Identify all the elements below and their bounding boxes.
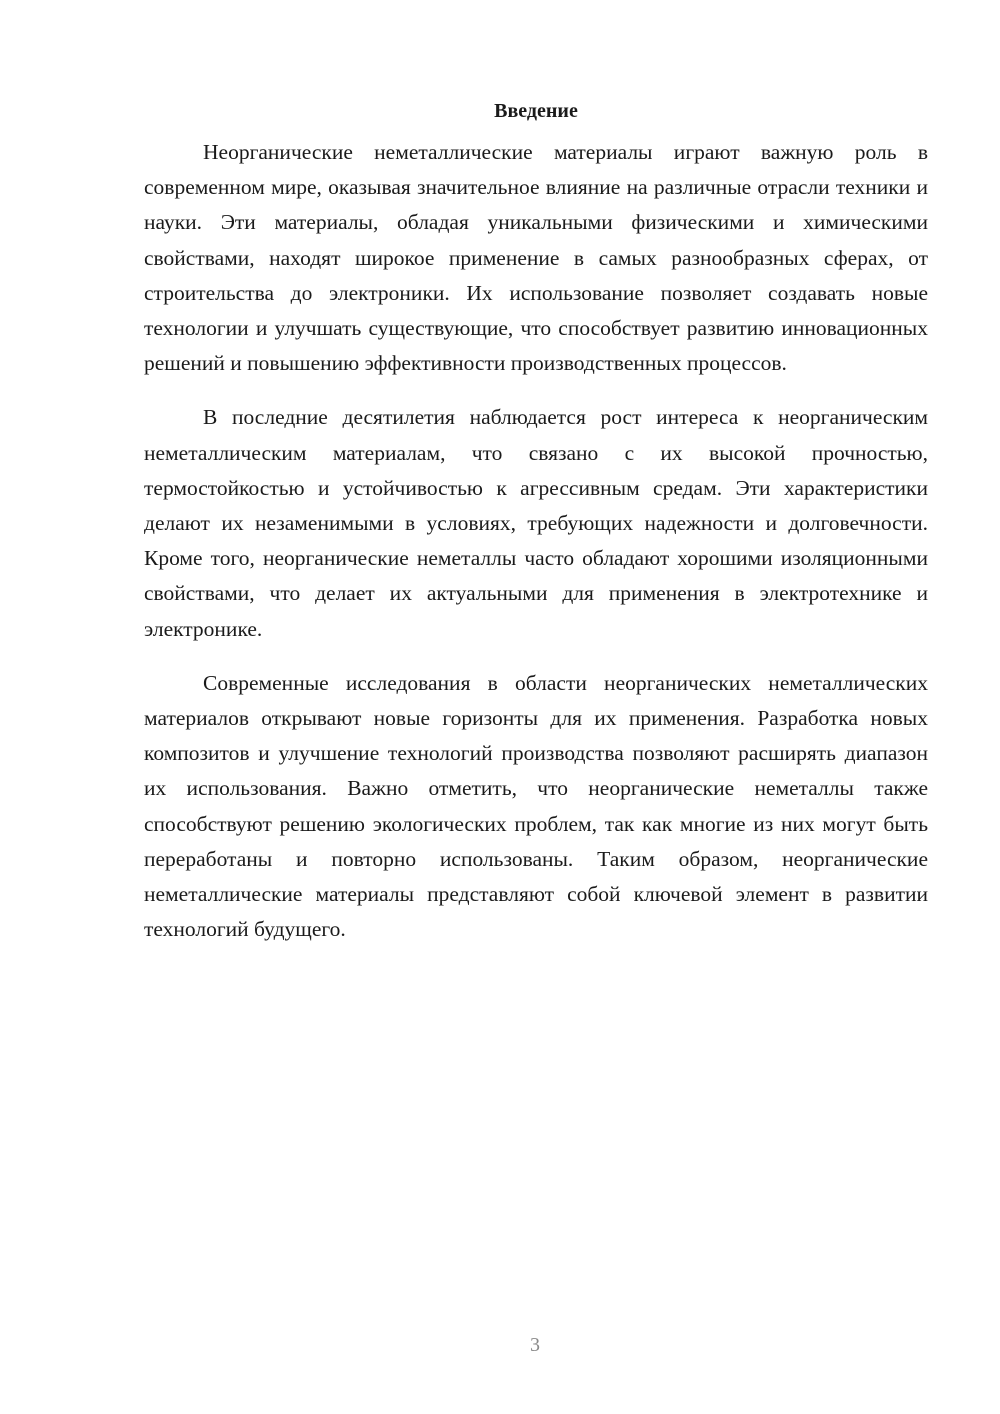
page-number: 3	[530, 1334, 540, 1356]
paragraph-1: Неорганические неметаллические материалы играют важную роль в современном мире, оказывая значительное влияние на различные отрасли техники и науки. Эти материалы, обладая уникальными физическими и химическими свойствами, находят широкое применение в самых разнообразных сферах, от строительства до электроники. Их использование позволяет создавать новые технологии и улучшать существующие, что способствует развитию инновационных решений и повышению эффективности производственных процессов.	[144, 140, 928, 376]
paragraph-3: Современные исследования в области неорганических неметаллических материалов открывают новые горизонты для их применения. Разработка новых композитов и улучшение технологий производства позволяют расширять диапазон их использования. Важно отметить, что неорганические неметаллы также способствуют решению экологических проблем, так как многие из них могут быть переработаны и повторно использованы. Таким образом, неорганические неметаллические материалы представляют собой ключевой элемент в развитии технологий будущего.	[144, 670, 928, 942]
section-heading: Введение	[494, 100, 578, 122]
page-content	[144, 96, 928, 966]
paragraph-2: В последние десятилетия наблюдается рост интереса к неорганическим неметаллическим материалам, что связано с их высокой прочностью, термостойкостью и устойчивостью к агрессивным средам. Эти характеристики делают их незаменимыми в условиях, требующих надежности и долговечности. Кроме того, неорганические неметаллы часто обладают хорошими изоляционными свойствами, что делает их актуальными для применения в электротехнике и электронике.	[144, 405, 928, 641]
